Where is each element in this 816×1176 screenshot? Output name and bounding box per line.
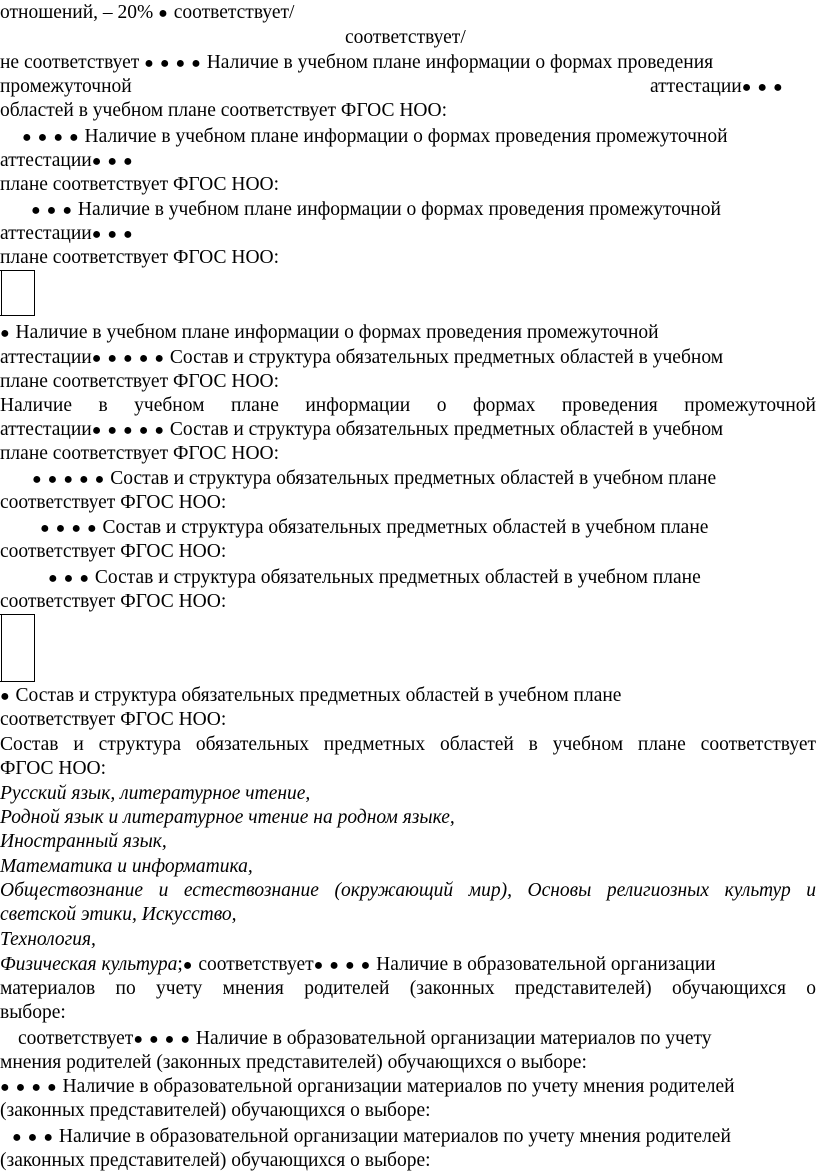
text: Наличие в образовательной организации материалов по учету мнения родителей: [54, 1126, 731, 1147]
text: соответствует ФГОС НОО:: [0, 709, 227, 730]
bullet-icon: ●: [158, 5, 169, 22]
text-line: [0, 149, 816, 173]
subject-line: [0, 855, 816, 879]
text-line: [0, 418, 816, 442]
text-line: [0, 1149, 816, 1173]
text-line: [22, 125, 816, 149]
subject-line: [0, 782, 816, 806]
subject-line: [0, 806, 816, 830]
text: Наличие в учебном плане информации о формах проведения промежуточной: [0, 395, 816, 416]
text: не соответствует: [0, 52, 145, 73]
bullet-icon: ● ● ● ●: [40, 520, 98, 537]
text: Технология,: [0, 929, 96, 950]
text: плане соответствует ФГОС НОО:: [0, 174, 280, 195]
text: (законных представителей) обучающихся о выборе:: [0, 1100, 431, 1121]
text: Русский язык, литературное чтение,: [0, 783, 311, 804]
bullet-icon: ● ● ● ● ●: [91, 350, 166, 367]
empty-frame: [0, 614, 35, 682]
text: Наличие в учебном плане информации о формах проведения промежуточной: [73, 199, 721, 220]
text: соответствует ФГОС НОО:: [0, 591, 227, 612]
text: Наличие в учебном плане информации о формах проведения: [201, 52, 714, 73]
text-line: [40, 516, 816, 540]
text: областей в учебном плане соответствует ФГОС НОО:: [0, 100, 447, 121]
text: аттестации: [0, 419, 92, 440]
text: отношений, – 20%: [0, 2, 159, 23]
text-line: [0, 953, 816, 977]
text: аттестации: [0, 347, 92, 368]
text: Математика и информатика,: [0, 856, 253, 877]
text: аттестации: [650, 76, 742, 97]
text: Родной язык и литературное чтение на родном языке,: [0, 807, 455, 828]
subject-line: [0, 879, 816, 903]
bullet-icon: ● ● ●: [741, 79, 784, 96]
text: мнения родителей (законных представителей) обучающихся о выборе:: [0, 1052, 587, 1073]
text-line: [0, 590, 816, 614]
text: соответствует ФГОС НОО:: [0, 492, 227, 513]
text-line: [0, 51, 816, 75]
bullet-icon: ● ● ● ● ●: [32, 471, 106, 488]
text: соответствует: [193, 954, 314, 975]
text-line: [345, 26, 816, 50]
text: светской этики, Искусство,: [0, 904, 237, 925]
text: Состав и структура обязательных предметных областей в учебном плане соответствует: [0, 734, 816, 755]
text: Наличие в образовательной организации материалов по учету: [190, 1028, 712, 1049]
text-line: [0, 757, 816, 781]
subject-line: [0, 903, 816, 927]
text-line: [0, 173, 816, 197]
text-line: [0, 1, 816, 25]
bullet-icon: ●: [0, 688, 11, 705]
text: Наличие в учебном плане информации о формах проведения промежуточной: [79, 126, 728, 147]
bullet-icon: ● ● ●: [48, 570, 90, 587]
text: Состав и структура обязательных предметных областей в учебном плане: [97, 517, 709, 538]
bullet-icon: ●: [0, 325, 11, 342]
text-line: [0, 977, 816, 1001]
text: соответствует: [18, 1028, 134, 1049]
bullet-icon: ● ● ●: [31, 202, 73, 219]
text-line: [0, 442, 816, 466]
text: плане соответствует ФГОС НОО:: [0, 247, 280, 268]
text-line: [18, 1027, 816, 1051]
text: ФГОС НОО:: [0, 758, 107, 779]
text-line: [0, 394, 816, 418]
empty-frame: [0, 270, 35, 316]
bullet-icon: ● ● ●: [12, 1129, 54, 1146]
frame-edge: [1, 615, 2, 681]
bullet-icon: ●: [182, 957, 194, 974]
text: Состав и структура обязательных предметных областей в учебном плане: [105, 468, 717, 489]
text-line: [0, 1001, 816, 1025]
text: плане соответствует ФГОС НОО:: [0, 371, 280, 392]
bullet-icon: ● ● ● ●: [22, 129, 80, 146]
text: аттестации: [0, 150, 92, 171]
text-line: [31, 198, 816, 222]
text: Наличие в учебном плане информации о формах проведения промежуточной: [10, 322, 659, 343]
text-line: [0, 99, 816, 123]
text-line: [12, 1125, 816, 1149]
text: Наличие в образовательной организации материалов по учету мнения родителей: [57, 1076, 735, 1097]
bullet-icon: ● ● ● ●: [313, 957, 372, 974]
subject-line: [0, 830, 816, 854]
text: Иностранный язык,: [0, 831, 167, 852]
text: соответствует ФГОС НОО:: [0, 541, 227, 562]
bullet-icon: ● ● ●: [91, 226, 134, 243]
bullet-icon: ● ● ● ● ●: [91, 422, 166, 439]
text-line: [0, 321, 816, 345]
text: Обществознание и естествознание (окружающий мир), Основы религиозных культур и: [0, 880, 816, 901]
text: промежуточной: [0, 76, 132, 97]
bullet-icon: ● ● ● ●: [144, 55, 202, 72]
frame-edge: [1, 271, 2, 315]
text-line: [0, 1099, 816, 1123]
text-line: [0, 222, 816, 246]
text-line: [0, 370, 816, 394]
text-line: [0, 684, 816, 708]
text-line: [0, 708, 816, 732]
text: плане соответствует ФГОС НОО:: [0, 443, 280, 464]
bullet-icon: ● ● ● ●: [0, 1079, 58, 1096]
text-line: [650, 75, 816, 99]
text-line: [48, 566, 816, 590]
text: Состав и структура обязательных предметных областей в учебном плане: [10, 685, 622, 706]
text: Состав и структура обязательных предметных областей в учебном: [165, 347, 724, 368]
text-line: [0, 540, 816, 564]
text: ;: [177, 954, 183, 975]
bullet-icon: ● ● ● ●: [133, 1031, 191, 1048]
text-line: [0, 346, 816, 370]
text-line: [0, 1075, 816, 1099]
subject-line: [0, 928, 816, 952]
text: (законных представителей) обучающихся о выборе:: [0, 1150, 431, 1171]
text-line: [0, 491, 816, 515]
text: выборе:: [0, 1002, 66, 1023]
text: материалов по учету мнения родителей (законных представителей) обучающихся о: [0, 978, 816, 999]
text: Состав и структура обязательных предметных областей в учебном: [165, 419, 724, 440]
text-line: [0, 733, 816, 757]
text: Состав и структура обязательных предметных областей в учебном плане: [90, 567, 701, 588]
text: соответствует/: [168, 2, 295, 23]
text: соответствует/: [345, 27, 466, 48]
text-line: [0, 1051, 816, 1075]
text: аттестации: [0, 223, 92, 244]
text-line: [0, 246, 816, 270]
text: Наличие в образовательной организации: [371, 954, 716, 975]
bullet-icon: ● ● ●: [91, 153, 134, 170]
text: Физическая культура: [0, 954, 178, 975]
text-line: [32, 467, 816, 491]
